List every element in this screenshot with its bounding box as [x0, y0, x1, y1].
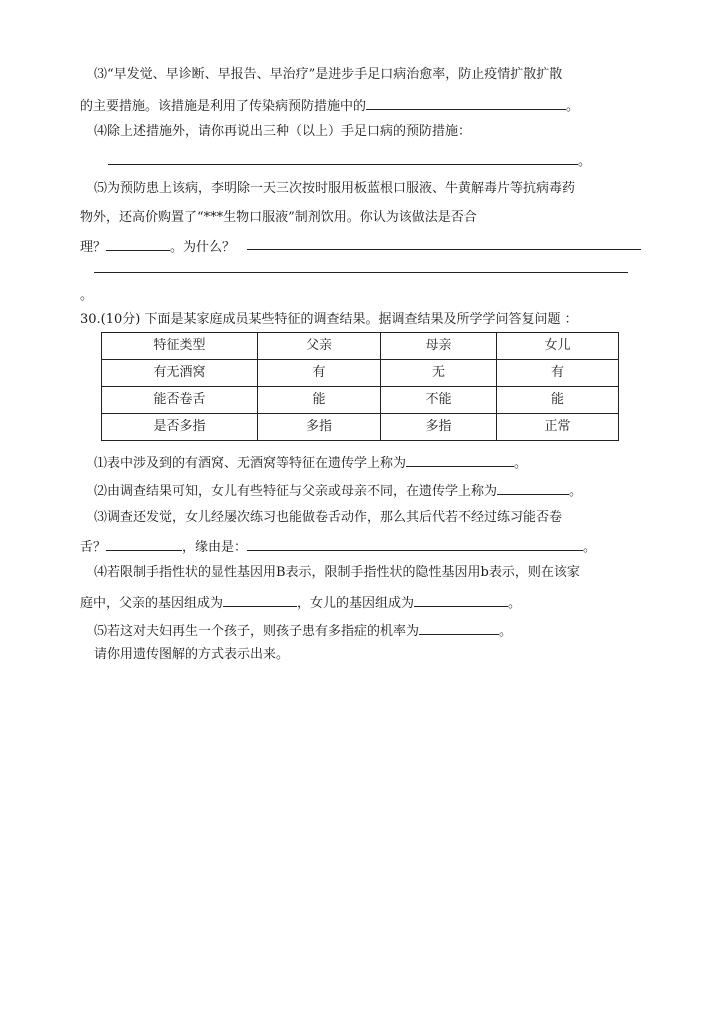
- table-cell: 能: [497, 387, 619, 414]
- q30-sub2-period: 。: [569, 484, 583, 499]
- table-header-cell: 父亲: [258, 333, 381, 360]
- q29-part3-text: 的主要措施。该措施是利用了传染病预防措施中的: [80, 99, 367, 114]
- table-cell: 有: [497, 360, 619, 387]
- table-cell: 能否卷舌: [102, 387, 258, 414]
- q29-part3-answer-blank[interactable]: [366, 95, 566, 110]
- table-cell: 无: [381, 360, 497, 387]
- table-header-row: [102, 333, 619, 360]
- q29-part5-line1: ⑸为预防患上该病，李明除一天三次按时服用板蓝根口服液、牛黄解毒片等抗病毒药: [94, 181, 576, 196]
- q30-sub5: [94, 620, 512, 641]
- q30-sub4-daughter-label: ，女儿的基因组成为: [297, 596, 415, 611]
- table-header-cell: 母亲: [381, 333, 497, 360]
- table-cell: 有无酒窝: [102, 360, 258, 387]
- q30-sub3-line1: ⑶调查还发觉，女儿经屡次练习也能做卷舌动作，那么其后代若不经过练习能否卷: [94, 510, 563, 525]
- table-row: [102, 360, 619, 387]
- table-header-cell: 特征类型: [102, 333, 258, 360]
- q29-part5-why-blank-1[interactable]: [247, 249, 641, 250]
- q30-sub1-answer-blank[interactable]: [406, 452, 514, 467]
- q29-part5-why-blank-2[interactable]: [94, 272, 628, 273]
- q30-sub4-period: 。: [508, 596, 522, 611]
- q30-sub5-period: 。: [499, 624, 513, 639]
- q29-part5-line2: 物外，还高价购置了“***生物口服液”制剂饮用。你认为该做法是否合: [80, 210, 477, 225]
- q30-sub4-daughter-blank[interactable]: [414, 592, 508, 607]
- table-header-cell: 女儿: [497, 333, 619, 360]
- table-row: [102, 414, 619, 441]
- q30-sub4-line1: ⑷若限制手指性状的显性基因用B表示，限制手指性状的隐性基因用b表示，则在该家: [94, 565, 580, 580]
- q29-part5-reasonable-blank[interactable]: [106, 236, 170, 251]
- q30-sub4-line2: [80, 592, 521, 613]
- q29-part3-period: 。: [566, 99, 580, 114]
- table-cell: 多指: [258, 414, 381, 441]
- q30-sub5-probability-blank[interactable]: [419, 620, 499, 635]
- q29-part3-line2: [80, 95, 579, 116]
- q30-sub3-period: 。: [583, 540, 597, 555]
- q29-part4-answer-blank[interactable]: [108, 150, 578, 165]
- q30-sub3-line2: [80, 536, 596, 557]
- q29-part5-why: 。为什么？: [170, 240, 236, 255]
- trait-survey-table: [101, 332, 619, 441]
- q29-part4-period: 。: [578, 154, 592, 169]
- q30-sub3-reason-blank[interactable]: [247, 536, 583, 551]
- q30-sub3-yesno-blank[interactable]: [106, 536, 182, 551]
- q30-sub2-text: ⑵由调查结果可知，女儿有些特征与父亲或母亲不同，在遗传学上称为: [94, 484, 498, 499]
- q29-part4-line2: [108, 150, 591, 171]
- q29-part4-line1: ⑷除上述措施外，请你再说出三种（以上）手足口病的预防措施：: [94, 124, 472, 139]
- q30-sub5-line2: 请你用遗传图解的方式表示出来。: [94, 647, 290, 662]
- table-cell: 不能: [381, 387, 497, 414]
- q30-header: 30.(10分) 下面是某家庭成员某些特征的调查结果。据调查结果及所学学问答复问题 ：: [80, 312, 578, 327]
- q29-part5-line3: [80, 236, 235, 257]
- q30-sub1-text: ⑴表中涉及到的有酒窝、无酒窝等特征在遗传学上称为: [94, 456, 407, 471]
- q29-part5-end-period: 。: [80, 288, 94, 303]
- q30-sub1: [94, 452, 527, 473]
- table-cell: 多指: [381, 414, 497, 441]
- table-cell: 能: [258, 387, 381, 414]
- q29-part3-line1: ⑶“早发觉、早诊断、早报告、早治疗”是进步手足口病治愈率，防止疫情扩散扩散: [94, 67, 563, 82]
- q30-sub5-text: ⑸若这对夫妇再生一个孩子，则孩子患有多指症的机率为: [94, 624, 420, 639]
- table-cell: 正常: [497, 414, 619, 441]
- q30-sub3-prefix: 舌？: [80, 540, 107, 555]
- q29-part5-prefix: 理？: [80, 240, 107, 255]
- q30-sub1-period: 。: [514, 456, 528, 471]
- table-row: [102, 387, 619, 414]
- q30-sub2-answer-blank[interactable]: [497, 480, 569, 495]
- table-cell: 是否多指: [102, 414, 258, 441]
- q30-sub4-father-label: 庭中，父亲的基因组成为: [80, 596, 224, 611]
- q30-sub2: [94, 480, 582, 501]
- q30-sub3-reason-label: ，缘由是：: [182, 540, 248, 555]
- q30-sub4-father-blank[interactable]: [223, 592, 297, 607]
- table-cell: 有: [258, 360, 381, 387]
